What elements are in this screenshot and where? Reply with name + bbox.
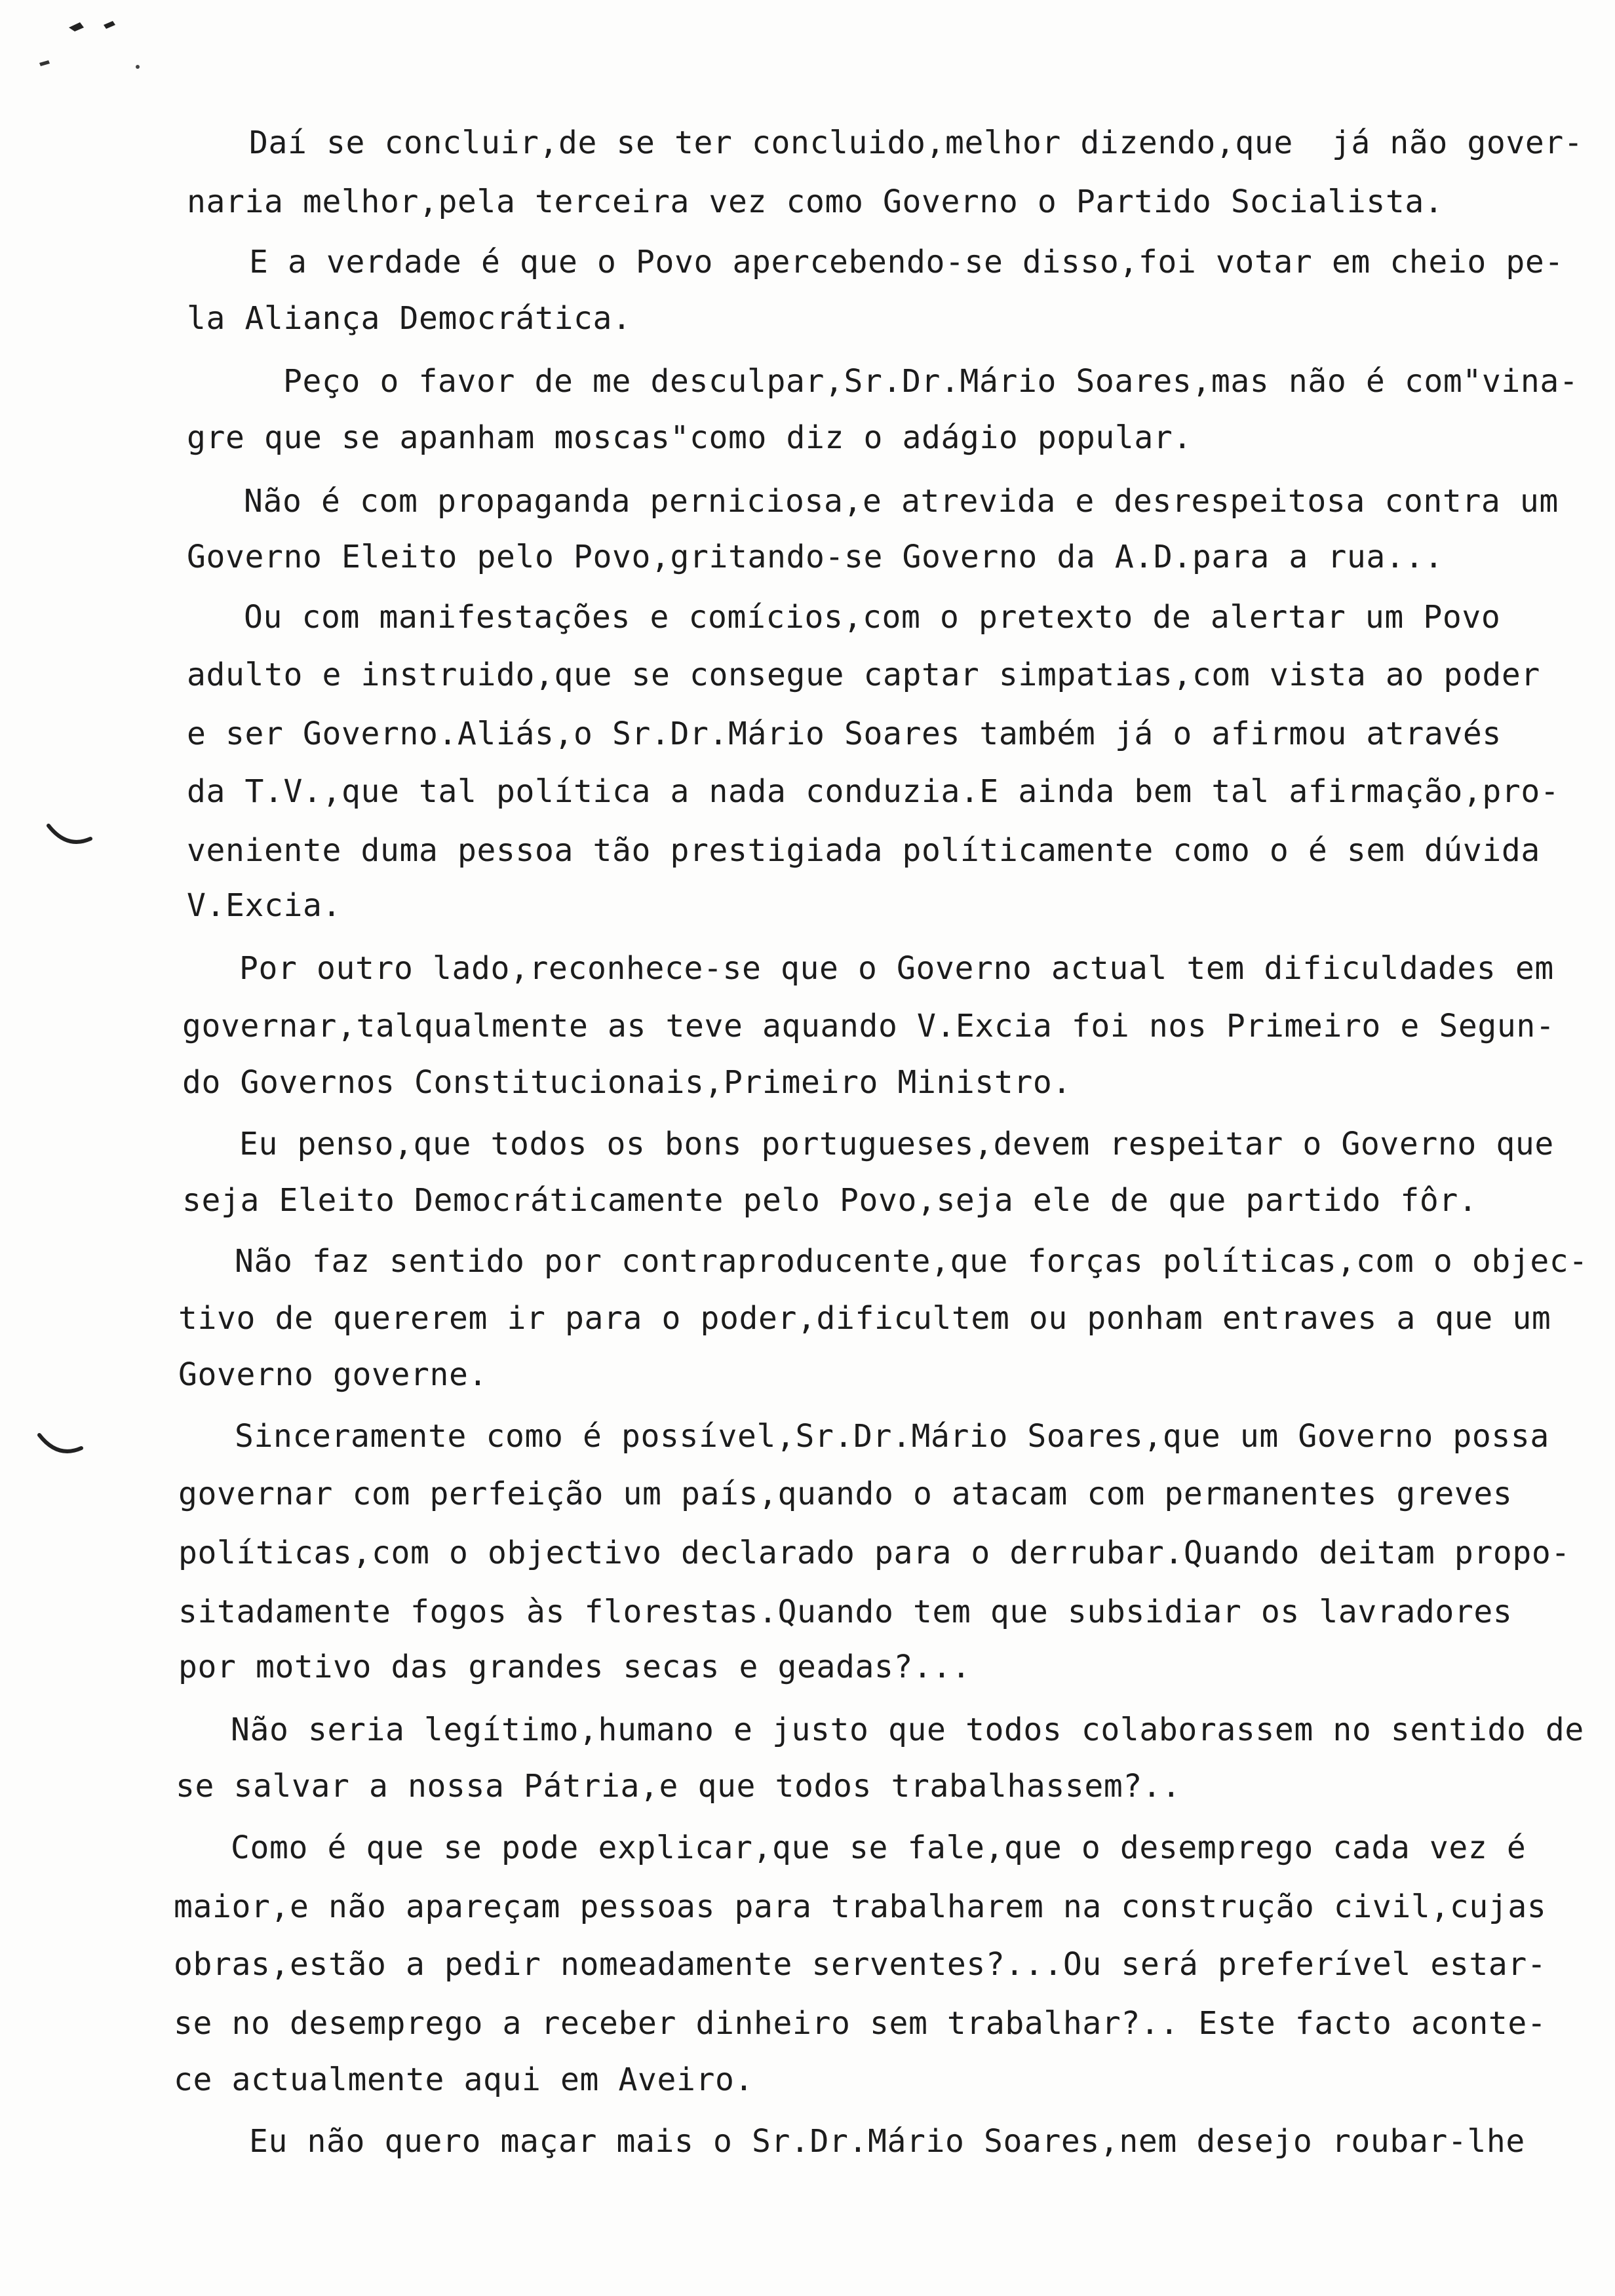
text-line: Não faz sentido por contraproducente,que forças políticas,com o objec-	[235, 1243, 1588, 1280]
text-line: se no desemprego a receber dinheiro sem trabalhar?.. Este facto aconte-	[174, 2005, 1547, 2042]
text-line: Como é que se pode explicar,que se fale,que o desemprego cada vez é	[231, 1829, 1527, 1866]
text-line: Eu não quero maçar mais o Sr.Dr.Mário Soares,nem desejo roubar-lhe	[249, 2123, 1525, 2160]
text-line: la Aliança Democrática.	[187, 300, 632, 337]
text-line: tivo de quererem ir para o poder,dificultem ou ponham entraves a que um	[178, 1300, 1551, 1337]
text-line: adulto e instruido,que se consegue captar simpatias,com vista ao poder	[187, 657, 1540, 693]
text-line: V.Excia.	[187, 887, 341, 924]
text-line: ce actualmente aqui em Aveiro.	[174, 2061, 754, 2098]
text-line: sitadamente fogos às florestas.Quando tem que subsidiar os lavradores	[178, 1594, 1513, 1630]
text-line: Não é com propaganda perniciosa,e atrevida e desrespeitosa contra um	[244, 483, 1559, 520]
text-line: Não seria legítimo,humano e justo que todos colaborassem no sentido de	[231, 1712, 1584, 1748]
text-line: naria melhor,pela terceira vez como Governo o Partido Socialista.	[187, 183, 1444, 220]
text-line: Sinceramente como é possível,Sr.Dr.Mário Soares,que um Governo possa	[235, 1418, 1549, 1455]
text-line: Eu penso,que todos os bons portugueses,devem respeitar o Governo que	[239, 1126, 1554, 1162]
text-line: políticas,com o objectivo declarado para o derrubar.Quando deitam propo-	[178, 1535, 1570, 1571]
text-line: governar com perfeição um país,quando o atacam com permanentes greves	[178, 1476, 1513, 1512]
text-line: governar,talqualmente as teve aquando V.Excia foi nos Primeiro e Segun-	[182, 1008, 1555, 1044]
margin-arc-mark	[35, 1428, 88, 1461]
text-line: e ser Governo.Aliás,o Sr.Dr.Mário Soares também já o afirmou através	[187, 716, 1502, 752]
margin-arc-mark	[45, 819, 97, 852]
text-line: do Governos Constitucionais,Primeiro Ministro.	[182, 1064, 1072, 1101]
text-line: E a verdade é que o Povo apercebendo-se disso,foi votar em cheio pe-	[249, 244, 1564, 280]
text-line: por motivo das grandes secas e geadas?...	[178, 1649, 971, 1685]
text-line: da T.V.,que tal política a nada conduzia.E ainda bem tal afirmação,pro-	[187, 773, 1560, 810]
text-line: maior,e não apareçam pessoas para trabalharem na construção civil,cujas	[174, 1888, 1547, 1925]
ink-speck-marks	[33, 13, 164, 85]
text-line: seja Eleito Democráticamente pelo Povo,seja ele de que partido fôr.	[182, 1182, 1478, 1219]
text-line: Peço o favor de me desculpar,Sr.Dr.Mário Soares,mas não é com"vina-	[283, 363, 1579, 400]
text-line: gre que se apanham moscas"como diz o adágio popular.	[187, 419, 1192, 456]
text-line: obras,estão a pedir nomeadamente serventes?...Ou será preferível estar-	[174, 1946, 1547, 1983]
text-line: Governo governe.	[178, 1356, 488, 1393]
text-line: veniente duma pessoa tão prestigiada políticamente como o é sem dúvida	[187, 832, 1540, 869]
text-line: Governo Eleito pelo Povo,gritando-se Governo da A.D.para a rua...	[187, 539, 1444, 575]
text-line: se salvar a nossa Pátria,e que todos trabalhassem?..	[176, 1768, 1181, 1805]
text-line: Ou com manifestações e comícios,com o pretexto de alertar um Povo	[244, 599, 1501, 636]
text-line: Daí se concluir,de se ter concluido,melhor dizendo,que já não gover-	[249, 124, 1584, 161]
text-line: Por outro lado,reconhece-se que o Governo actual tem dificuldades em	[239, 950, 1554, 987]
